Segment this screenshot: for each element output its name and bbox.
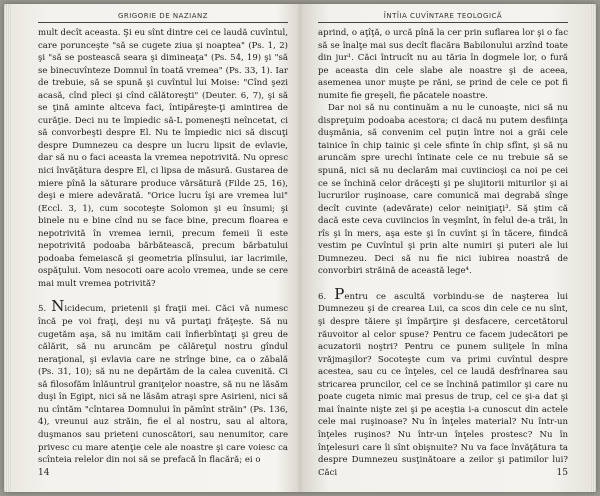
left-running-head: GRIGORIE DE NAZIANZ <box>38 12 288 23</box>
right-paragraph-2: Dar noi să nu continuăm a nu le cunoaşte, nici să nu dispreţuim podoaba acestora; ci dacă nu putem desfiinţa duşmănia, să convenim cel puţin între noi a grăi cele tainice în chip tainic şi cele sfinte în chip sfînt, şi să nu aruncăm spre urechi întinate cele ce nu trebuie să se spună, nici să nu declarăm mai cuviincioşi ca noi pe cei ce se închină celor drăceşti şi pe slujitorii miturilor şi ai lucrurilor ruşinoase, care comunică mai degrabă sînge decît cuvinte (adevărate) celor neiniţiaţi³. Să ştim că dacă este ceva cuviincios în veşmînt, în felul de-a trăi, în rîs şi în mers, aşa este şi în cuvînt şi în tăcere, fiindcă vestim pe Cuvîntul şi prin alte numiri şi puteri ale lui Dumnezeu. Deci să nu fie nici iubirea noastră de convorbiri străină de această lege⁴. <box>318 103 568 277</box>
section-text-6: entru ce ascultă vorbindu-se de naşterea lui Dumnezeu şi de crearea Lui, ca scos din cele ce nu sînt, şi despre tăiere şi împărţire şi desfacere, cercetătorul răuvoitor al celor spuse? Pentru ce facem judecători pe acuzatorii noştri? Pentru ce punem suliţele în mîna vrăjmaşilor? Socoteşte cum va primi cuvîntul despre acestea, sau cu ce înţeles, cel ce laudă desfrînarea sau stricarea pruncilor, cel ce se închină patimilor şi care nu poate cugeta nimic mai presus de trup, cel ce şi-a dat şi mai înainte nişte zei şi pe aceştia i-a cunoscut din actele cele mai ruşinoase? Nu în înţeles material? Nu într-un înţeles ruşinos? Nu într-un înţeles prostesc? Nu în înţelesuri care îi sînt obişnuite? Nu va face învăţătura ta despre Dumnezeu susţinătoare a zeilor şi patimilor lui? Căci <box>318 291 568 478</box>
section-number-6: 6. <box>318 291 327 302</box>
right-page <box>318 12 568 486</box>
left-page-number: 14 <box>38 468 50 478</box>
section-dropcap-5: N <box>51 297 65 316</box>
right-paragraph-continued: aprind, o aţîţă, o urcă pînă la cer prin suflarea lor şi o fac să se înalţe mai sus decît flacăra Babilonului arzînd toate din jur¹. Căci întrucît nu au tăria în dogmele lor, o fură pe aceasta din cele slabe ale noastre şi de aceea, asemenea unor muşte pe răni, se prind de cele ce pot fi numite fie greşeli, fie păcatele noastre. <box>318 28 568 101</box>
left-page <box>38 12 288 486</box>
left-section-paragraph <box>38 297 288 466</box>
book-spread <box>4 4 596 492</box>
right-page-edge <box>590 4 596 492</box>
left-page-edge <box>4 4 12 492</box>
left-page-text <box>38 27 288 466</box>
right-section-paragraph <box>318 284 568 479</box>
section-number-5: 5. <box>38 304 47 315</box>
section-dropcap-6: P <box>334 284 345 303</box>
section-text-5: icidecum, prietenii şi fraţii mei. Căci vă numesc încă pe voi fraţi, deşi nu vă purtaţi frăţeşte. Să nu cugetăm aşa, să nu imităm caii înfierbîntaţi şi greu de călărit, să nu aruncăm pe călăreţul nostru gîndul neraţional, şi evlavia care ne strînge bine, ca o zăbală (Ps. 31, 10); să nu ne depărtăm de la calea cuvenită. Ci să filosofăm înlăuntrul graniţelor noastre, să nu ne lăsăm duşi în Egipt, nici să ne lăsăm atraşi spre Asirieni, nici să nu cîntăm "cîntarea Domnului în pămînt străin" (Ps. 136, 4), vreunui auz străin, fie el al nostru, sau al altora, duşmanos sau prieteni cunoscători, sau nenumitor, care privesc cu mare atenţie cele ale noastre şi care voiesc ca scînteia relelor din noi să se prefacă în flacără; ei o <box>38 304 288 466</box>
right-running-head: ÎNTÎIA CUVÎNTARE TEOLOGICĂ <box>318 12 568 23</box>
right-page-number: 15 <box>556 468 568 478</box>
left-paragraph-continued: mult decît aceasta. Şi eu sînt dintre cei ce laudă cuvîntul, care porunceşte "să se cugete ziua şi noaptea" (Ps. 1, 2) şi "să se postească seara şi dimineaţa" (Ps. 54, 19) şi "să se binecuvînteze Domnul în toată vremea" (Ps. 33, 1). Iar de trebuie, să se spună şi cuvîntul lui Moise: "Cînd şezi acasă, cînd pleci şi cînd călătoreşti" (Deuter. 6, 7), şi să se ţină aminte altceva faci, întipăreşte-ţi amintirea de curăţie. Deci nu te împiedic să-L pomeneşti neîncetat, ci să convorbeşti despre El. Nu te împiedic nici să discuţi despre Dumnezeu ca despre un lucru lipsit de evlavie, dar să nu o faci aceasta la vremea nepotrivită. Nu opresc nici învăţătura despre El, ci lipsa de măsură. Gustarea de miere pînă la săturare produce vărsătură (Filde 25, 16), deşi e miere adevărată. "Orice lucru îşi are vremea lui" (Eccl. 3, 1), cum socoteşte Solomon şi eu însumi; şi binele nu e bine cînd nu se face bine, precum floarea e nepotrivită în vremea iernii, precum femeii îi este nepotrivită podoaba bărbătească, precum bărbatului podoaba femeiască şi geometria plînsului, iar lacrimile, ospăţului. Vom nesocoti oare acolo vremea, unde se cere mai mult vremea potrivită? <box>38 28 288 289</box>
